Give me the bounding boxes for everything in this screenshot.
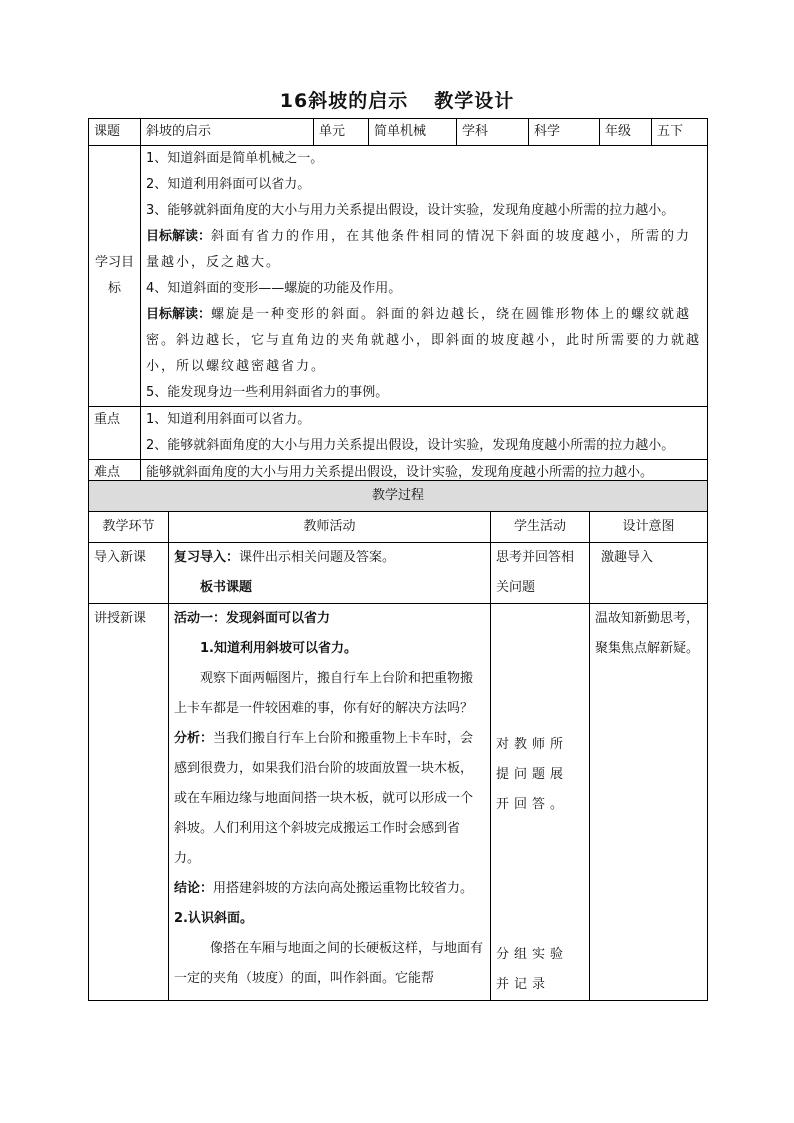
info-table (88, 118, 708, 487)
subject-value: 科学 (529, 119, 600, 146)
key-item: 1、知道利用斜面可以省力。 (146, 412, 311, 427)
stage-cell: 讲授新课 (89, 604, 169, 1001)
difficulty-label: 难点 (89, 460, 141, 487)
goal-interpretation: 目标解读：斜面有省力的作用，在其他条件相同的情况下斜面的坡度越小，所需的力量越小，反之越大。 (146, 229, 692, 270)
difficulty-content: 能够就斜面角度的大小与用力关系提出假设，设计实验，发现角度越小所需的拉力越小。 (141, 460, 708, 487)
unit-label: 单元 (314, 119, 369, 146)
grade-label: 年级 (600, 119, 652, 146)
process-header-row (89, 512, 708, 543)
grade-value: 五下 (652, 119, 708, 146)
goals-content (141, 146, 708, 407)
column-header: 设计意图 (590, 512, 708, 543)
goal-item: 1、知道斜面是简单机械之一。 (146, 151, 324, 166)
goals-row (89, 146, 708, 407)
topic-value: 斜坡的启示 (141, 119, 314, 146)
topic-label: 课题 (89, 119, 141, 146)
key-content (141, 407, 708, 460)
intent-cell: 温故知新勤思考，聚集焦点解新疑。 (590, 604, 708, 1001)
student-cell: 对教师所提问题展开回答。 分组实验并记录 (491, 604, 590, 1001)
goals-label: 学习目标 (89, 146, 141, 407)
subject-label: 学科 (457, 119, 529, 146)
unit-value: 简单机械 (369, 119, 457, 146)
student-cell: 思考并回答相关问题 (491, 543, 590, 604)
key-row (89, 407, 708, 460)
process-table (88, 480, 708, 1001)
goal-interpretation: 目标解读：螺旋是一种变形的斜面。斜面的斜边越长，绕在圆锥形物体上的螺纹就越密。斜边越长，它与直角边的夹角就越小，即斜面的坡度越小，此时所需要的力就越小，所以螺纹越密越省力。 (146, 307, 702, 374)
teacher-cell: 复习导入：课件出示相关问题及答案。 板书课题 (169, 543, 491, 604)
column-header: 教师活动 (169, 512, 491, 543)
key-label: 重点 (89, 407, 141, 460)
key-item: 2、能够就斜面角度的大小与用力关系提出假设，设计实验，发现角度越小所需的拉力越小。 (146, 438, 675, 453)
column-header: 教学环节 (89, 512, 169, 543)
teacher-cell: 活动一：发现斜面可以省力 1.知道利用斜坡可以省力。 观察下面两幅图片，搬自行车上台阶和把重物搬上卡车都是一件较困难的事，你有好的解决方法吗？ 分析：当我们搬自行车上台阶和搬重物上卡车时，会感到很费力，如果我们沿台阶的坡面放置一块木板，或在车厢边缘与地面间搭一块木板，就可以形成一个斜坡。人们利用这个斜坡完成搬运工作时会感到省力。 结论：用搭建斜坡的方法向高处搬运重物比较省力。 2.认识斜面。 像搭在车厢与地面之间的长硬板这样，与地面有一定的夹角（坡度）的面，叫作斜面。它能帮 (169, 604, 491, 1001)
intro-row (89, 543, 708, 604)
goal-item: 5、能发现身边一些利用斜面省力的事例。 (146, 385, 389, 400)
goal-item: 3、能够就斜面角度的大小与用力关系提出假设，设计实验，发现角度越小所需的拉力越小。 (146, 203, 675, 218)
teach-row (89, 604, 708, 1001)
stage-cell: 导入新课 (89, 543, 169, 604)
process-section-title: 教学过程 (89, 481, 708, 512)
goal-item: 2、知道利用斜面可以省力。 (146, 177, 311, 192)
goal-item: 4、知道斜面的变形——螺旋的功能及作用。 (146, 281, 402, 296)
intent-cell: 激趣导入 (590, 543, 708, 604)
column-header: 学生活动 (491, 512, 590, 543)
page-title: 16斜坡的启示 教学设计 (279, 90, 515, 112)
topic-row (89, 119, 708, 146)
